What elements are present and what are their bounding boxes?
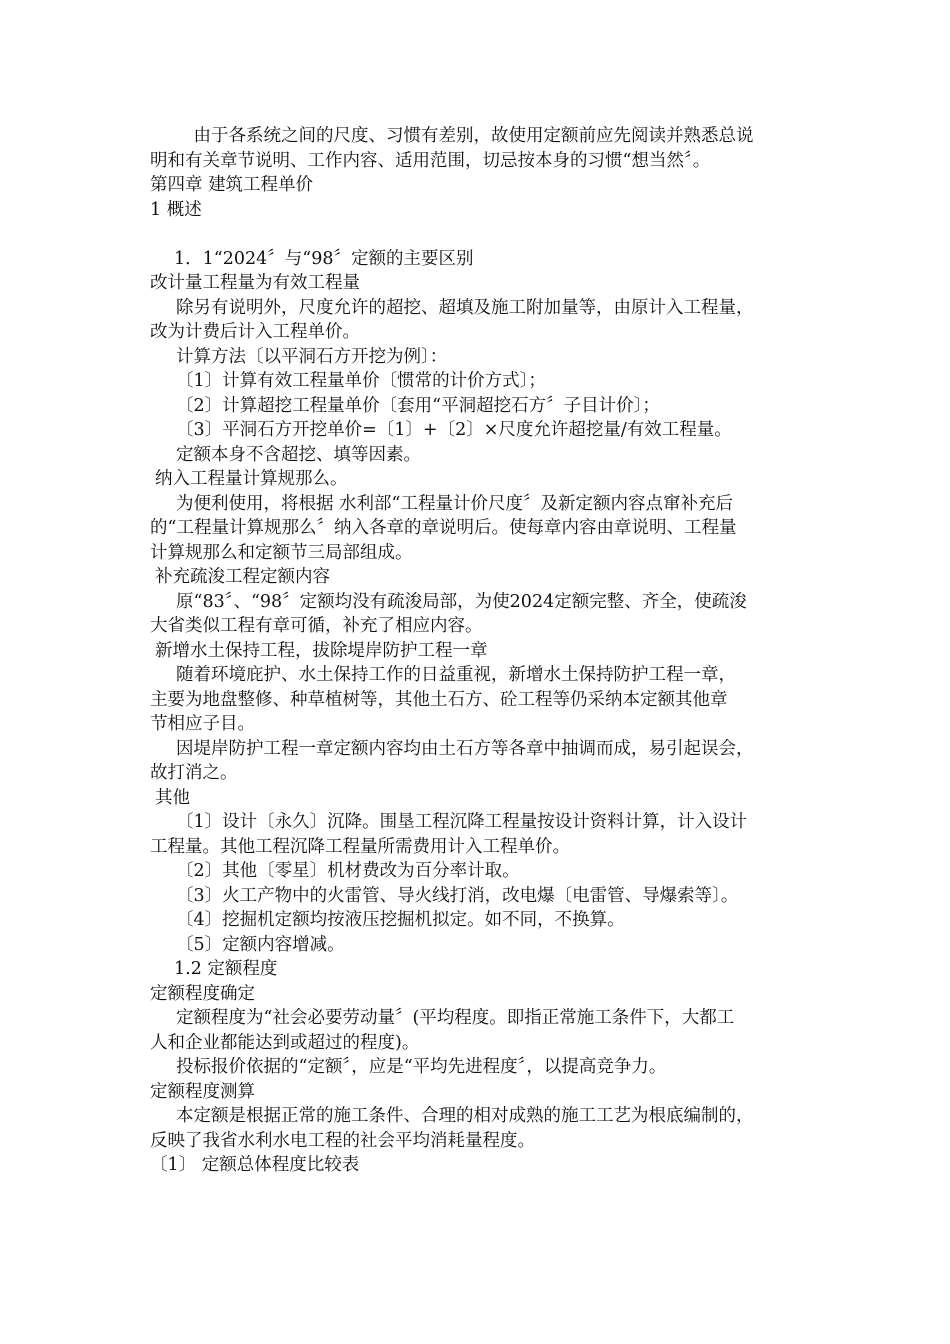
text-line: 〔5〕定额内容增减。 xyxy=(176,934,345,955)
paragraph xyxy=(150,786,800,811)
text-line: 〔3〕平洞石方开挖单价=〔1〕+〔2〕×尺度允许超挖量/有效工程量。 xyxy=(176,420,732,440)
text-line: 改计量工程量为有效工程量 xyxy=(150,273,360,293)
paragraph xyxy=(150,1006,800,1055)
text-line: 反映了我省水利水电工程的社会平均消耗量程度。 xyxy=(150,1130,535,1151)
paragraph xyxy=(150,467,800,492)
text-line: 1.2 定额程度 xyxy=(174,959,278,979)
paragraph xyxy=(150,173,800,198)
paragraph xyxy=(150,418,800,443)
text-line: 原“83〞、“98〞定额均没有疏浚局部，为使2024定额完整、齐全，使疏浚 xyxy=(176,591,747,612)
text-line: 1．1“2024〞与“98〞定额的主要区别 xyxy=(174,248,474,269)
text-line: 人和企业都能达到或超过的程度)。 xyxy=(150,1032,420,1053)
paragraph xyxy=(150,663,800,737)
text-line: 〔1〕设计〔永久〕沉降。围垦工程沉降工程量按设计资料计算，计入设计 xyxy=(176,812,748,832)
paragraph xyxy=(150,884,800,909)
paragraph xyxy=(150,565,800,590)
paragraph xyxy=(150,124,800,173)
paragraph xyxy=(150,908,800,933)
paragraph xyxy=(150,247,800,272)
document-body xyxy=(150,124,800,1178)
paragraph xyxy=(150,369,800,394)
text-line: 新增水土保持工程，拔除堤岸防护工程一章 xyxy=(155,640,488,661)
paragraph xyxy=(150,271,800,296)
text-line: 定额本身不含超挖、填等因素。 xyxy=(176,444,421,465)
paragraph xyxy=(150,1104,800,1153)
text-line: 第四章 建筑工程单价 xyxy=(150,175,314,195)
paragraph xyxy=(150,198,800,223)
paragraph xyxy=(150,982,800,1007)
paragraph xyxy=(150,859,800,884)
paragraph xyxy=(150,957,800,982)
text-line: 由于各系统之间的尺度、习惯有差别，故使用定额前应先阅读并熟悉总说 xyxy=(176,126,754,146)
paragraph xyxy=(150,1153,800,1178)
text-line: 除另有说明外，尺度允许的超挖、超填及施工附加量等，由原计入工程量， xyxy=(176,297,754,318)
text-line: 补充疏浚工程定额内容 xyxy=(155,567,330,587)
text-line: 随着环境庇护、水土保持工作的日益重视，新增水土保持防护工程一章， xyxy=(176,665,736,685)
text-line: 明和有关章节说明、工作内容、适用范围，切忌按本身的习惯“想当然〞。 xyxy=(150,150,711,171)
paragraph xyxy=(150,345,800,370)
paragraph xyxy=(150,590,800,639)
text-line: 〔4〕挖掘机定额均按液压挖掘机拟定。如不同，不换算。 xyxy=(176,910,625,930)
text-line: 本定额是根据正常的施工条件、合理的相对成熟的施工工艺为根底编制的， xyxy=(176,1106,754,1126)
paragraph xyxy=(150,296,800,345)
text-line: 纳入工程量计算规那么。 xyxy=(155,469,348,489)
paragraph xyxy=(150,1055,800,1080)
text-line: 故打消之。 xyxy=(150,763,238,783)
text-line: 〔2〕其他〔零星〕机材费改为百分率计取。 xyxy=(176,861,520,881)
paragraph xyxy=(150,394,800,419)
text-line: 〔3〕火工产物中的火雷管、导火线打消，改电爆〔电雷管、导爆索等〕。 xyxy=(176,885,739,906)
text-line: 1 概述 xyxy=(150,199,202,220)
text-line: 为便利使用，将根据 水利部“工程量计价尺度〞及新定额内容点窜补充后 xyxy=(176,493,734,514)
text-line: 改为计费后计入工程单价。 xyxy=(150,322,360,342)
paragraph xyxy=(150,933,800,958)
text-line: 计算方法〔以平洞石方开挖为例〕： xyxy=(176,346,448,367)
text-line: 其他 xyxy=(155,787,190,808)
text-line: 主要为地盘整修、种草植树等，其他土石方、砼工程等仍采纳本定额其他章 xyxy=(150,689,728,710)
paragraph xyxy=(150,492,800,566)
text-line: 因堤岸防护工程一章定额内容均由土石方等各章中抽调而成，易引起误会， xyxy=(176,738,754,759)
paragraph xyxy=(150,443,800,468)
text-line: 节相应子目。 xyxy=(150,714,255,734)
text-line: 投标报价依据的“定额〞，应是“平均先进程度〞，以提高竞争力。 xyxy=(176,1057,667,1077)
text-line: 工程量。其他工程沉降工程量所需费用计入工程单价。 xyxy=(150,836,570,857)
text-line: 定额程度为“社会必要劳动量〞(平均程度。即指正常施工条件下，大都工 xyxy=(176,1008,735,1028)
text-line: 大省类似工程有章可循，补充了相应内容。 xyxy=(150,616,483,636)
text-line: 计算规那么和定额节三局部组成。 xyxy=(150,542,413,563)
text-line: 〔1〕计算有效工程量单价〔惯常的计价方式〕； xyxy=(176,371,546,391)
paragraph xyxy=(150,639,800,664)
text-line: 〔1〕 定额总体程度比较表 xyxy=(150,1155,360,1175)
paragraph xyxy=(150,737,800,786)
paragraph xyxy=(150,1080,800,1105)
paragraph xyxy=(150,810,800,859)
text-line: 的“工程量计算规那么〞纳入各章的章说明后。使每章内容由章说明、工程量 xyxy=(150,518,737,538)
blank-line xyxy=(150,222,800,247)
text-line: 定额程度确定 xyxy=(150,983,255,1004)
text-line: 〔2〕计算超挖工程量单价〔套用“平洞超挖石方〞子目计价〕； xyxy=(176,395,660,416)
text-line: 定额程度测算 xyxy=(150,1081,255,1102)
